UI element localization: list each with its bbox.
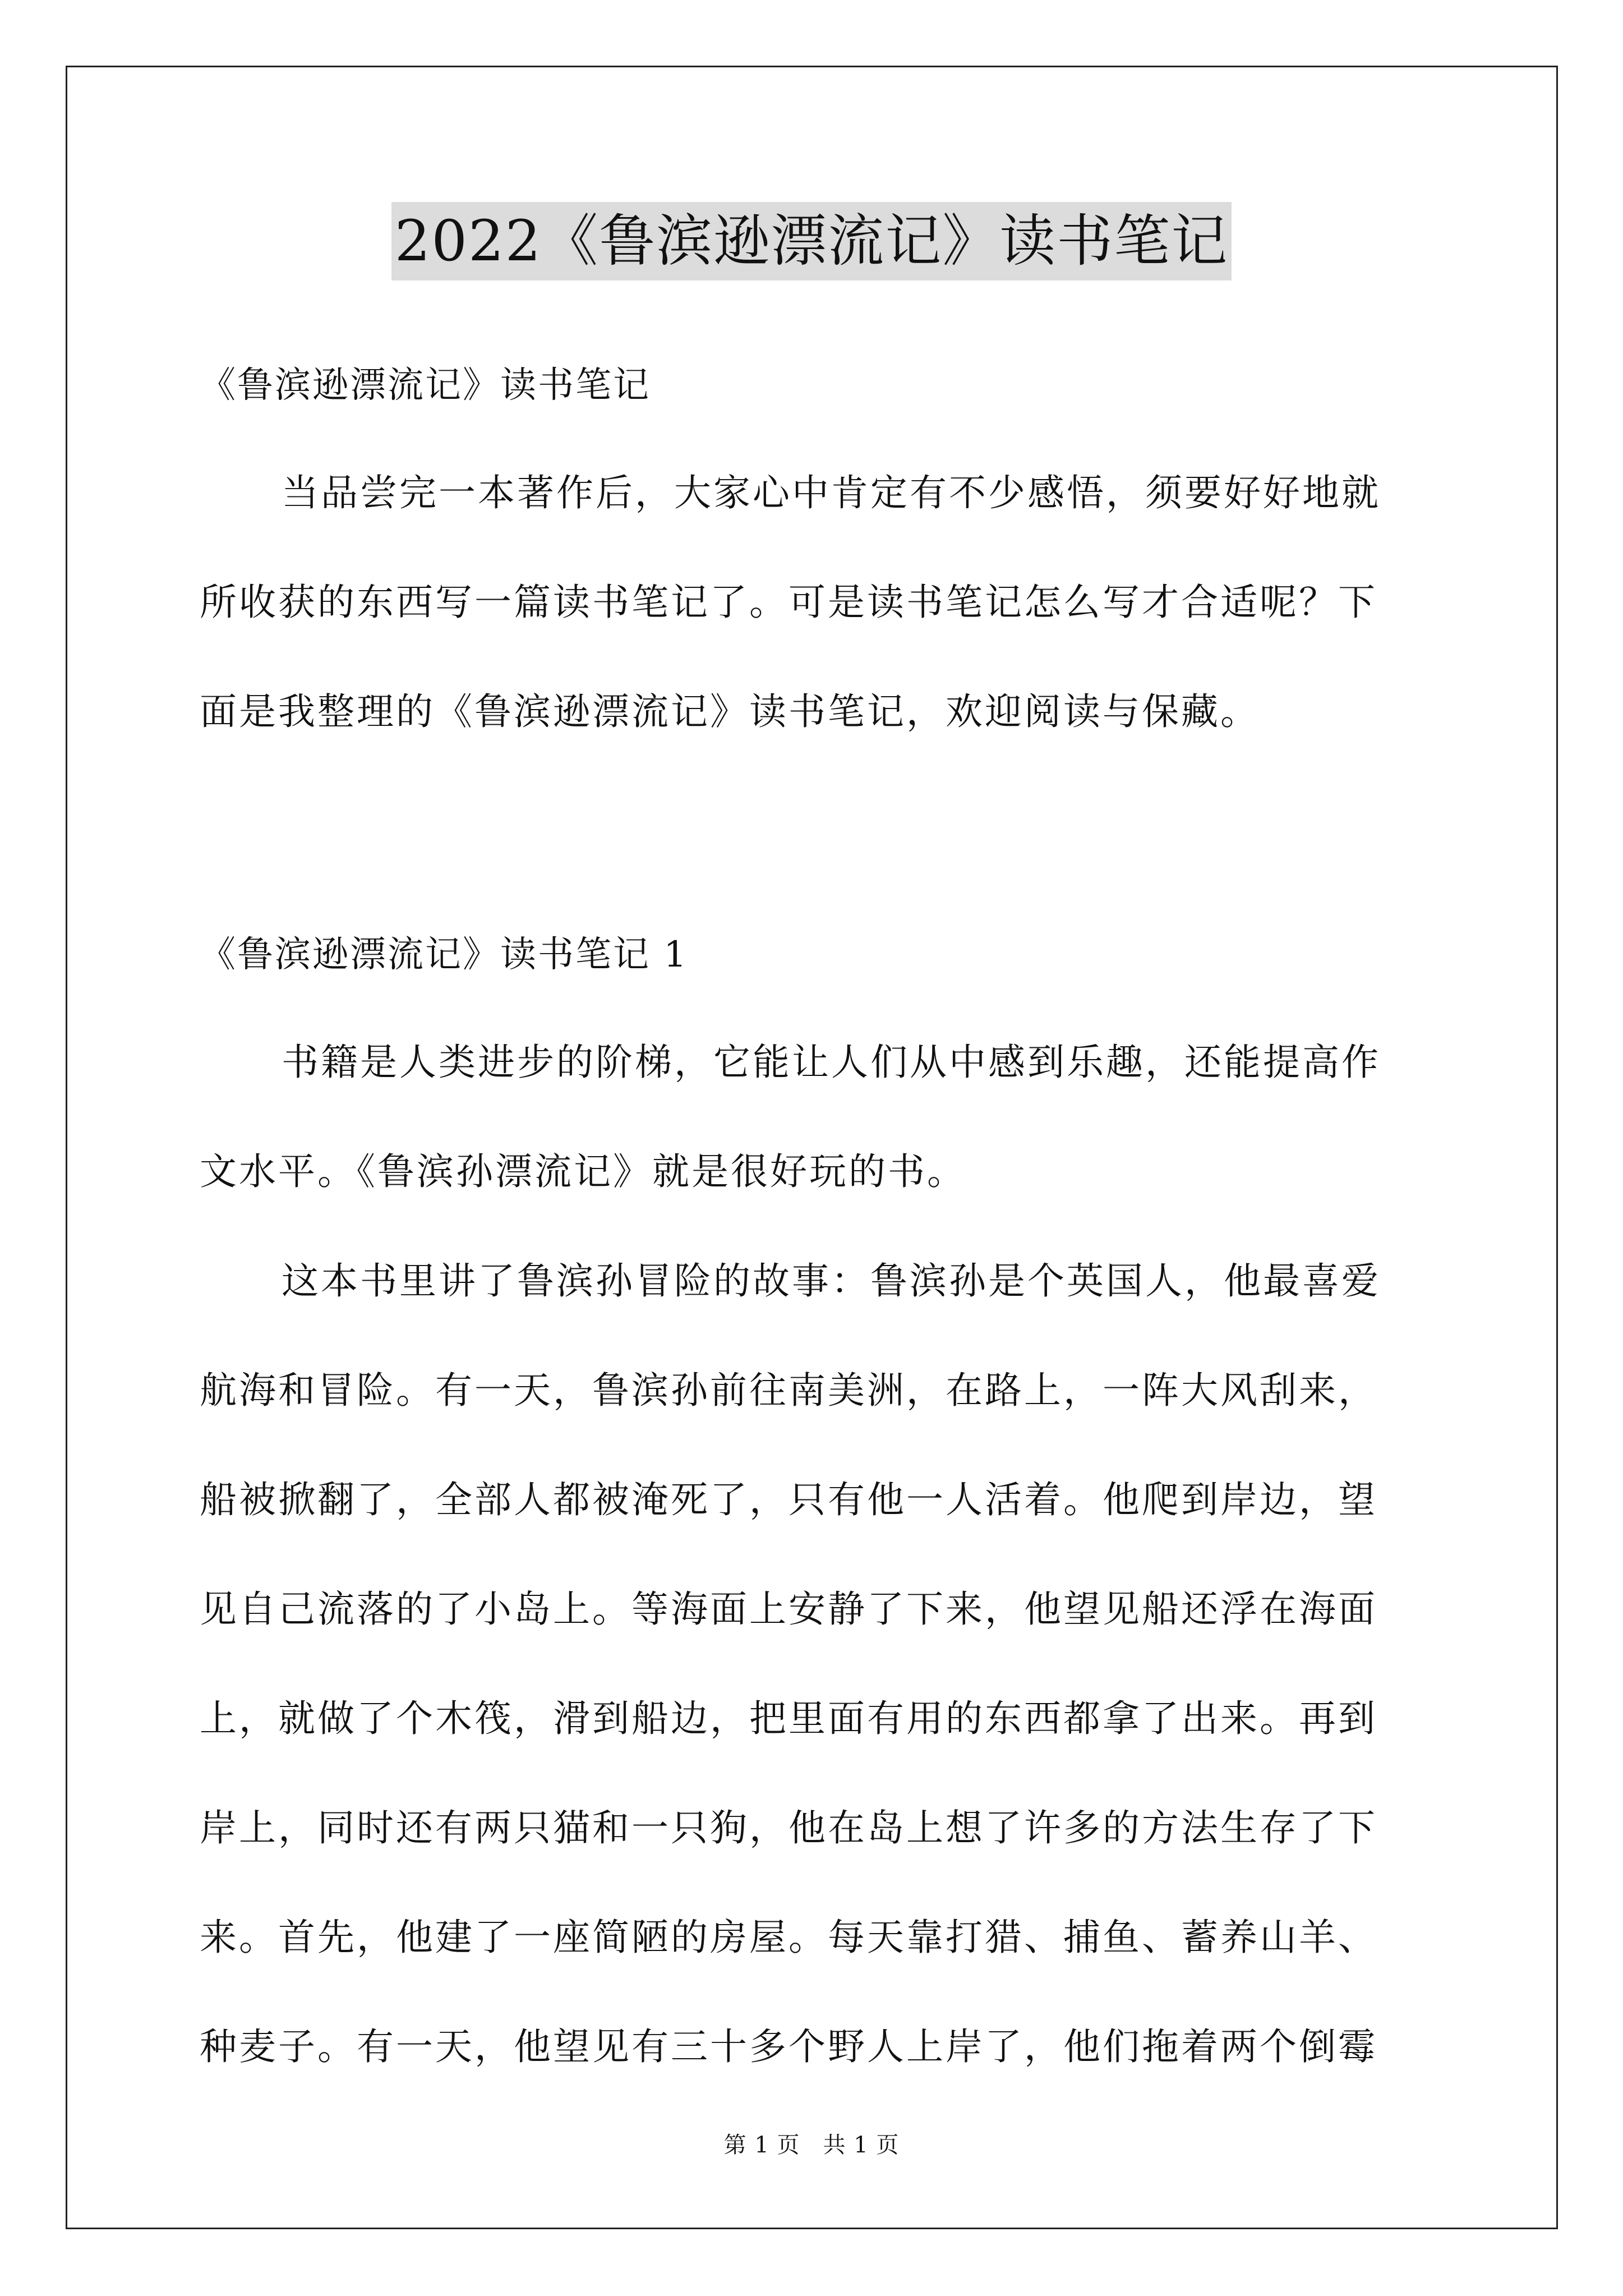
paragraph-line: 这本书里讲了鲁滨孙冒险的故事：鲁滨孙是个英国人，他最喜爱 — [282, 1259, 1381, 1303]
document-title: 2022《鲁滨逊漂流记》读书笔记 — [391, 202, 1232, 280]
section-heading: 《鲁滨逊漂流记》读书笔记 1 — [200, 934, 689, 976]
paragraph-line: 岸上，同时还有两只猫和一只狗，他在岛上想了许多的方法生存了下 — [200, 1806, 1377, 1849]
intro-line: 当品尝完一本著作后，大家心中肯定有不少感悟，须要好好地就 — [282, 471, 1381, 514]
paragraph-line: 种麦子。有一天，他望见有三十多个野人上岸了，他们拖着两个倒霉 — [200, 2025, 1377, 2068]
paragraph-line: 航海和冒险。有一天，鲁滨孙前往南美洲，在路上，一阵大风刮来， — [200, 1369, 1377, 1412]
paragraph-line: 见自己流落的了小岛上。等海面上安静了下来，他望见船还浮在海面 — [200, 1588, 1377, 1631]
paragraph-line: 上，就做了个木筏，滑到船边，把里面有用的东西都拿了出来。再到 — [200, 1697, 1377, 1740]
page-footer: 第 1 页 共 1 页 — [723, 2132, 900, 2158]
intro-line: 面是我整理的《鲁滨逊漂流记》读书笔记，欢迎阅读与保藏。 — [200, 690, 1260, 733]
subtitle: 《鲁滨逊漂流记》读书笔记 — [200, 365, 651, 406]
paragraph-line: 来。首先，他建了一座简陋的房屋。每天靠打猎、捕鱼、蓄养山羊、 — [200, 1916, 1377, 1959]
paragraph-line: 文水平。《鲁滨孙漂流记》就是很好玩的书。 — [200, 1150, 966, 1193]
paragraph-line: 书籍是人类进步的阶梯，它能让人们从中感到乐趣，还能提高作 — [282, 1041, 1381, 1084]
paragraph-line: 船被掀翻了，全部人都被淹死了，只有他一人活着。他爬到岸边，望 — [200, 1478, 1377, 1521]
title-container — [0, 202, 1623, 280]
intro-line: 所收获的东西写一篇读书笔记了。可是读书笔记怎么写才合适呢？下 — [200, 581, 1377, 624]
